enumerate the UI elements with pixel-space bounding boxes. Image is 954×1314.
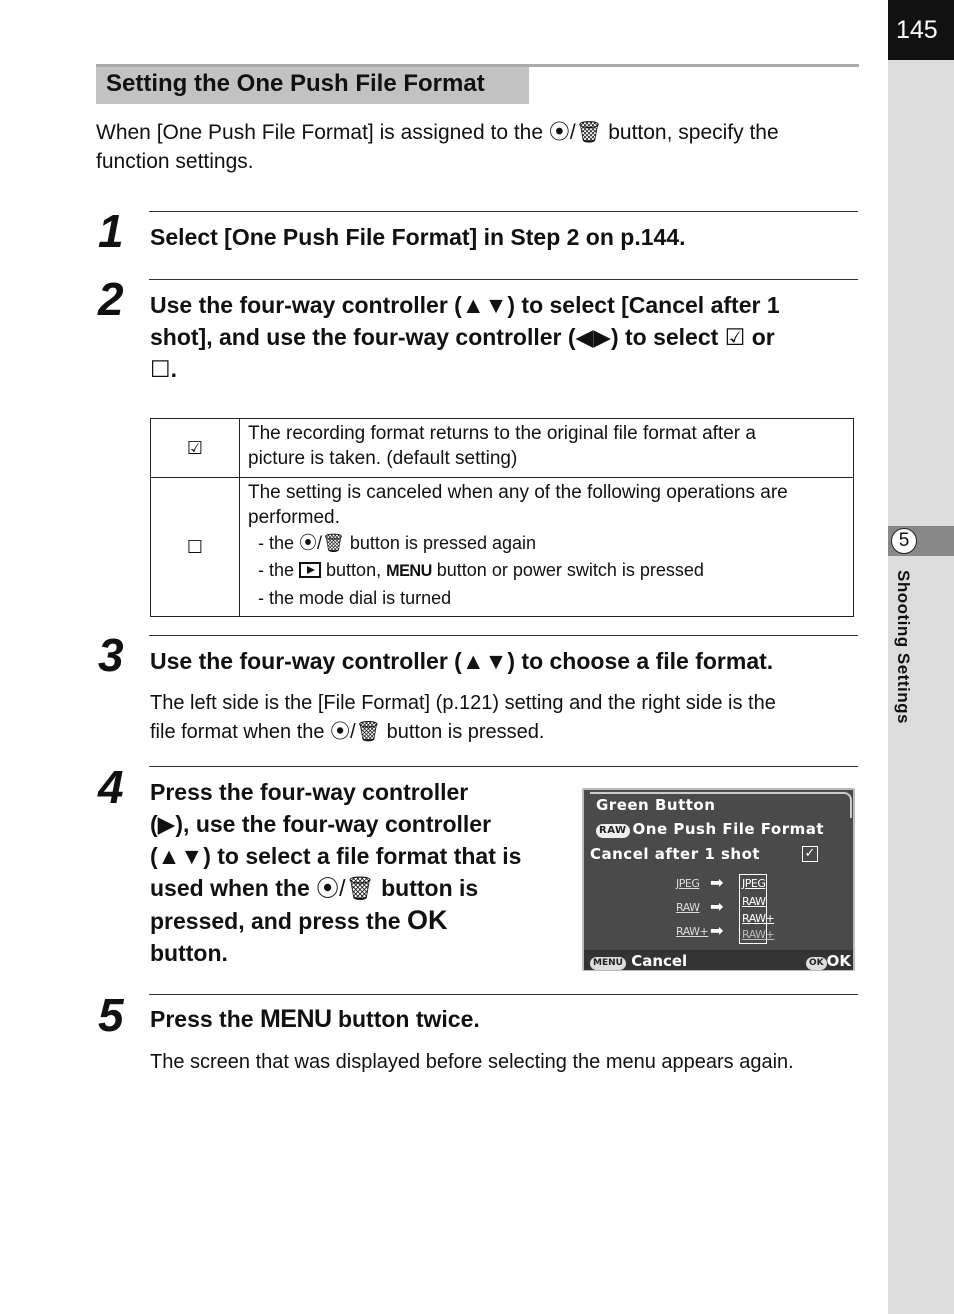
step-3-number: 3 — [98, 629, 124, 681]
ok-button-icon: OK — [806, 957, 827, 970]
step-3-text: Use the four-way controller ( — [150, 648, 462, 674]
options-table — [150, 418, 854, 617]
step-3-body-text: The left side is the [File Format] (p.121) setting and the right side is the — [150, 692, 776, 714]
step-2-text: or — [745, 324, 775, 350]
screen-subtitle — [596, 820, 824, 838]
step-2-text: ) to select — [610, 324, 725, 350]
up-down-arrows-icon: ▲▼ — [461, 292, 508, 318]
step-4-text: ( — [150, 843, 158, 869]
step-3-body-text: file format when the — [150, 721, 331, 743]
cancel-label: Cancel — [631, 952, 688, 970]
step-4-rule — [149, 766, 858, 767]
intro-text: button, specify the — [602, 121, 779, 144]
step-2-number: 2 — [98, 273, 124, 325]
step-4-number: 4 — [98, 761, 124, 813]
step-4-title — [150, 776, 570, 969]
format-right-raw-plus-alt[interactable]: RAW+ — [742, 928, 775, 941]
green-delete-button-icon: ⦿/🗑 — [330, 721, 382, 743]
ok-button-label: OK — [406, 905, 448, 935]
cancel-control[interactable] — [590, 952, 687, 970]
green-delete-button-icon: ⦿/🗑 — [548, 121, 603, 144]
step-2-text: . — [170, 356, 178, 382]
section-title: Setting the One Push File Format — [96, 67, 529, 104]
menu-button-label: MENU — [386, 562, 432, 580]
step-1-number: 1 — [98, 205, 124, 257]
step-4-text: button is — [374, 875, 479, 901]
list-item: - the mode dial is turned — [258, 588, 452, 608]
option-description — [240, 478, 854, 617]
format-right-raw-plus[interactable]: RAW+ — [742, 912, 775, 925]
checkbox-empty-icon: ☐ — [150, 356, 171, 382]
step-2-text: shot], and use the four-way controller ( — [150, 324, 576, 350]
checkbox-checked-icon: ☑ — [151, 419, 240, 478]
step-4-text: Press the four-way controller — [150, 779, 469, 805]
chapter-title: Shooting Settings — [894, 570, 913, 724]
list-item — [258, 530, 845, 557]
option-description — [240, 419, 854, 478]
step-4-text: ( — [150, 811, 158, 837]
format-left-raw: RAW — [676, 901, 700, 914]
intro-text: function settings. — [96, 150, 254, 173]
list-text: button, — [321, 560, 387, 580]
step-1-rule — [149, 211, 858, 212]
step-3-rule — [149, 635, 858, 636]
menu-button-icon: MENU — [590, 957, 626, 970]
checkbox-checked-icon[interactable]: ✓ — [802, 846, 818, 862]
operation-list — [248, 530, 845, 612]
intro-text: When [One Push File Format] is assigned to the — [96, 121, 549, 144]
step-5-body: The screen that was displayed before selecting the menu appears again. — [150, 1051, 794, 1073]
up-down-arrows-icon: ▲▼ — [461, 648, 508, 674]
menu-button-label: MENU — [259, 1005, 332, 1033]
step-2-text: Use the four-way controller ( — [150, 292, 462, 318]
camera-screen — [582, 788, 855, 971]
step-3-body — [150, 689, 870, 747]
format-right-jpeg[interactable]: JPEG — [742, 877, 766, 890]
screen-footer — [584, 950, 853, 970]
raw-button-icon: RAW — [596, 824, 630, 838]
step-2-rule — [149, 279, 858, 280]
playback-button-icon — [299, 562, 321, 578]
format-right-raw[interactable]: RAW — [742, 895, 766, 908]
format-left-raw-plus: RAW+ — [676, 925, 709, 938]
list-text: - the — [258, 560, 300, 580]
step-4-text: pressed, and press the — [150, 908, 407, 934]
arrow-right-icon: ➡ — [710, 873, 724, 892]
step-4-text: used when the — [150, 875, 317, 901]
step-4-text: ), use the four-way controller — [175, 811, 492, 837]
list-text: button or power switch is pressed — [431, 560, 704, 580]
step-3-body-text: button is pressed. — [381, 721, 545, 743]
list-text: button is pressed again — [344, 533, 537, 553]
screen-title: Green Button — [596, 796, 716, 814]
green-delete-button-icon: ⦿/🗑 — [299, 533, 345, 553]
description-line: performed. — [248, 507, 340, 528]
description-line: The setting is canceled when any of the following operations are — [248, 482, 788, 503]
ok-control[interactable] — [806, 952, 851, 970]
chapter-number: 5 — [891, 528, 917, 554]
step-5-text: Press the — [150, 1006, 260, 1032]
step-5-title — [150, 1003, 480, 1035]
step-5-text: button twice. — [331, 1006, 480, 1032]
arrow-right-icon: ➡ — [710, 921, 724, 940]
left-right-arrows-icon: ◀▶ — [575, 324, 611, 350]
list-text: - the — [258, 533, 300, 553]
intro-paragraph — [96, 118, 866, 176]
right-arrow-icon: ▶ — [157, 811, 176, 837]
description-line: The recording format returns to the original file format after a — [248, 423, 756, 444]
step-2-title — [150, 289, 860, 385]
subtitle-text: One Push File Format — [632, 820, 825, 838]
page-number: 145 — [888, 0, 954, 60]
format-left-jpeg: JPEG — [676, 877, 700, 890]
list-item — [258, 557, 845, 585]
cancel-after-shot-row[interactable]: Cancel after 1 shot — [590, 845, 761, 863]
step-5-rule — [149, 994, 858, 995]
step-4-text: ) to select a file format that is — [203, 843, 522, 869]
ok-label: OK — [826, 952, 851, 970]
step-3-title — [150, 645, 773, 677]
step-4-text: button. — [150, 940, 228, 966]
step-3-text: ) to choose a file format. — [507, 648, 774, 674]
table-row — [151, 419, 854, 478]
step-5-number: 5 — [98, 989, 124, 1041]
arrow-right-icon: ➡ — [710, 897, 724, 916]
up-down-arrows-icon: ▲▼ — [157, 843, 204, 869]
step-1-title: Select [One Push File Format] in Step 2 on p.144. — [150, 224, 686, 250]
checkbox-empty-icon: ☐ — [151, 478, 240, 617]
table-row — [151, 478, 854, 617]
description-line: picture is taken. (default setting) — [248, 448, 518, 469]
step-2-text: ) to select [Cancel after 1 — [507, 292, 780, 318]
green-delete-button-icon: ⦿/🗑 — [316, 875, 375, 901]
checkbox-checked-icon: ☑ — [724, 324, 746, 350]
